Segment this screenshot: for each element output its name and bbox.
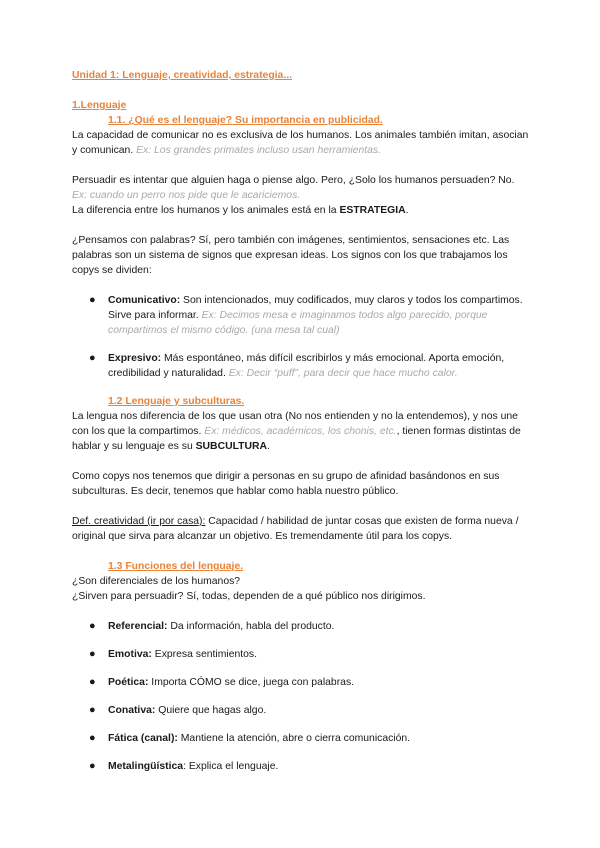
- bullet-text: Da información, habla del producto.: [167, 621, 335, 632]
- list-item: [72, 293, 532, 338]
- list-item: [72, 731, 532, 746]
- signs-bullet-list: [72, 293, 532, 381]
- paragraph-capacidad: [72, 128, 532, 158]
- question-1: ¿Son diferenciales de los humanos?: [72, 576, 241, 587]
- example-text: Ex: Los grandes primates incluso usan herramientas.: [136, 145, 381, 156]
- punctuation: .: [267, 441, 270, 452]
- bullet-term: Fática (canal):: [108, 733, 178, 744]
- definition-label: Def. creatividad (ir por casa):: [72, 516, 206, 527]
- list-item: [72, 675, 532, 690]
- subsection-heading-1-3: 1.3 Funciones del lenguaje.: [108, 561, 244, 572]
- paragraph-text: La diferencia entre los humanos y los animales está en la: [72, 205, 340, 216]
- bullet-icon: ●: [89, 620, 96, 632]
- paragraph-text: La capacidad de comunicar no es exclusiva de los humanos. Los animales también imitan, asocian y comunican.: [72, 130, 529, 156]
- paragraph-persuadir: [72, 173, 532, 203]
- bullet-icon: ●: [89, 352, 96, 364]
- bullet-text: Quiere que hagas algo.: [155, 705, 267, 716]
- example-text: Ex: Decimos mesa e imaginamos todos algo parecido, porque compartimos el mismo código. (una mesa tal cual): [108, 310, 488, 336]
- bullet-icon: ●: [89, 294, 96, 306]
- bullet-term: Expresivo:: [108, 353, 162, 364]
- bullet-text: Son intencionados, muy codificados, muy claros y todos los compartimos. Sirve para informar.: [108, 295, 523, 321]
- paragraph-copys: Como copys nos tenemos que dirigir a personas en su grupo de afinidad basándonos en sus subculturas. Es decir, tenemos que hablar como habla nuestro público.: [72, 471, 500, 497]
- paragraph-diferencia: [72, 203, 532, 218]
- paragraph-text: , tienen formas distintas de hablar y su lenguaje es su: [72, 426, 521, 452]
- list-item: [72, 351, 532, 381]
- paragraph-text: La lengua nos diferencia de los que usan otra (No nos entienden y no la entendemos), y nos une con los que la compartimos.: [72, 411, 518, 437]
- bullet-term: Comunicativo:: [108, 295, 181, 306]
- subsection-heading-1-1: 1.1. ¿Qué es el lenguaje? Su importancia en publicidad.: [108, 115, 383, 126]
- paragraph-lengua: [72, 409, 532, 454]
- bullet-icon: ●: [89, 676, 96, 688]
- bullet-text: Mantiene la atención, abre o cierra comunicación.: [177, 733, 411, 744]
- paragraph-definicion: [72, 514, 532, 544]
- example-text: Ex: médicos, académicos, los chonis, etc.: [204, 426, 397, 437]
- keyword-subcultura: SUBCULTURA: [195, 441, 268, 452]
- list-item: [72, 619, 532, 634]
- list-item: [72, 647, 532, 662]
- bullet-icon: ●: [89, 704, 96, 716]
- punctuation: .: [405, 205, 409, 216]
- bullet-term: Referencial:: [108, 621, 168, 632]
- paragraph-pensamos: ¿Pensamos con palabras? Sí, pero también con imágenes, sentimientos, sensaciones etc. Las palabras son un sistema de signos que expresan ideas. Los signos con los que trabajamos los copys se dividen:: [72, 235, 510, 276]
- section-heading-lenguaje: 1.Lenguaje: [72, 100, 127, 111]
- question-2: ¿Sirven para persuadir? Sí, todas, dependen de a qué público nos dirigimos.: [72, 591, 426, 602]
- bullet-icon: ●: [89, 648, 96, 660]
- bullet-term: Conativa:: [108, 705, 156, 716]
- bullet-text: Expresa sentimientos.: [151, 649, 257, 660]
- document-page: [72, 68, 532, 787]
- bullet-icon: ●: [89, 732, 96, 744]
- bullet-text: Más espontáneo, más difícil escribirlos y más emocional. Aporta emoción, credibilidad y naturalidad.: [108, 353, 505, 379]
- bullet-term: Poética:: [108, 677, 149, 688]
- definition-text: Capacidad / habilidad de juntar cosas que existen de forma nueva / original que sirva para alcanzar un objetivo. Es tremendamente útil para los copys.: [72, 516, 519, 542]
- functions-bullet-list: [72, 619, 532, 774]
- list-item: [72, 703, 532, 718]
- bullet-text: : Explica el lenguaje.: [183, 761, 279, 772]
- list-item: [72, 759, 532, 774]
- unit-title: Unidad 1: Lenguaje, creatividad, estrategia...: [72, 70, 292, 81]
- bullet-icon: ●: [89, 760, 96, 772]
- bullet-text: Importa CÓMO se dice, juega con palabras.: [148, 677, 355, 688]
- bullet-term: Emotiva:: [108, 649, 152, 660]
- keyword-estrategia: ESTRATEGIA: [339, 205, 406, 216]
- example-text: Ex: Decir “puff”, para decir que hace mucho calor.: [228, 368, 458, 379]
- example-text: Ex: cuando un perro nos pide que le acariciemos.: [72, 190, 301, 201]
- paragraph-text: Persuadir es intentar que alguien haga o piense algo. Pero, ¿Solo los humanos persuaden? No.: [72, 175, 515, 186]
- bullet-term: Metalingüística: [108, 761, 184, 772]
- subsection-heading-1-2: 1.2 Lenguaje y subculturas.: [108, 396, 245, 407]
